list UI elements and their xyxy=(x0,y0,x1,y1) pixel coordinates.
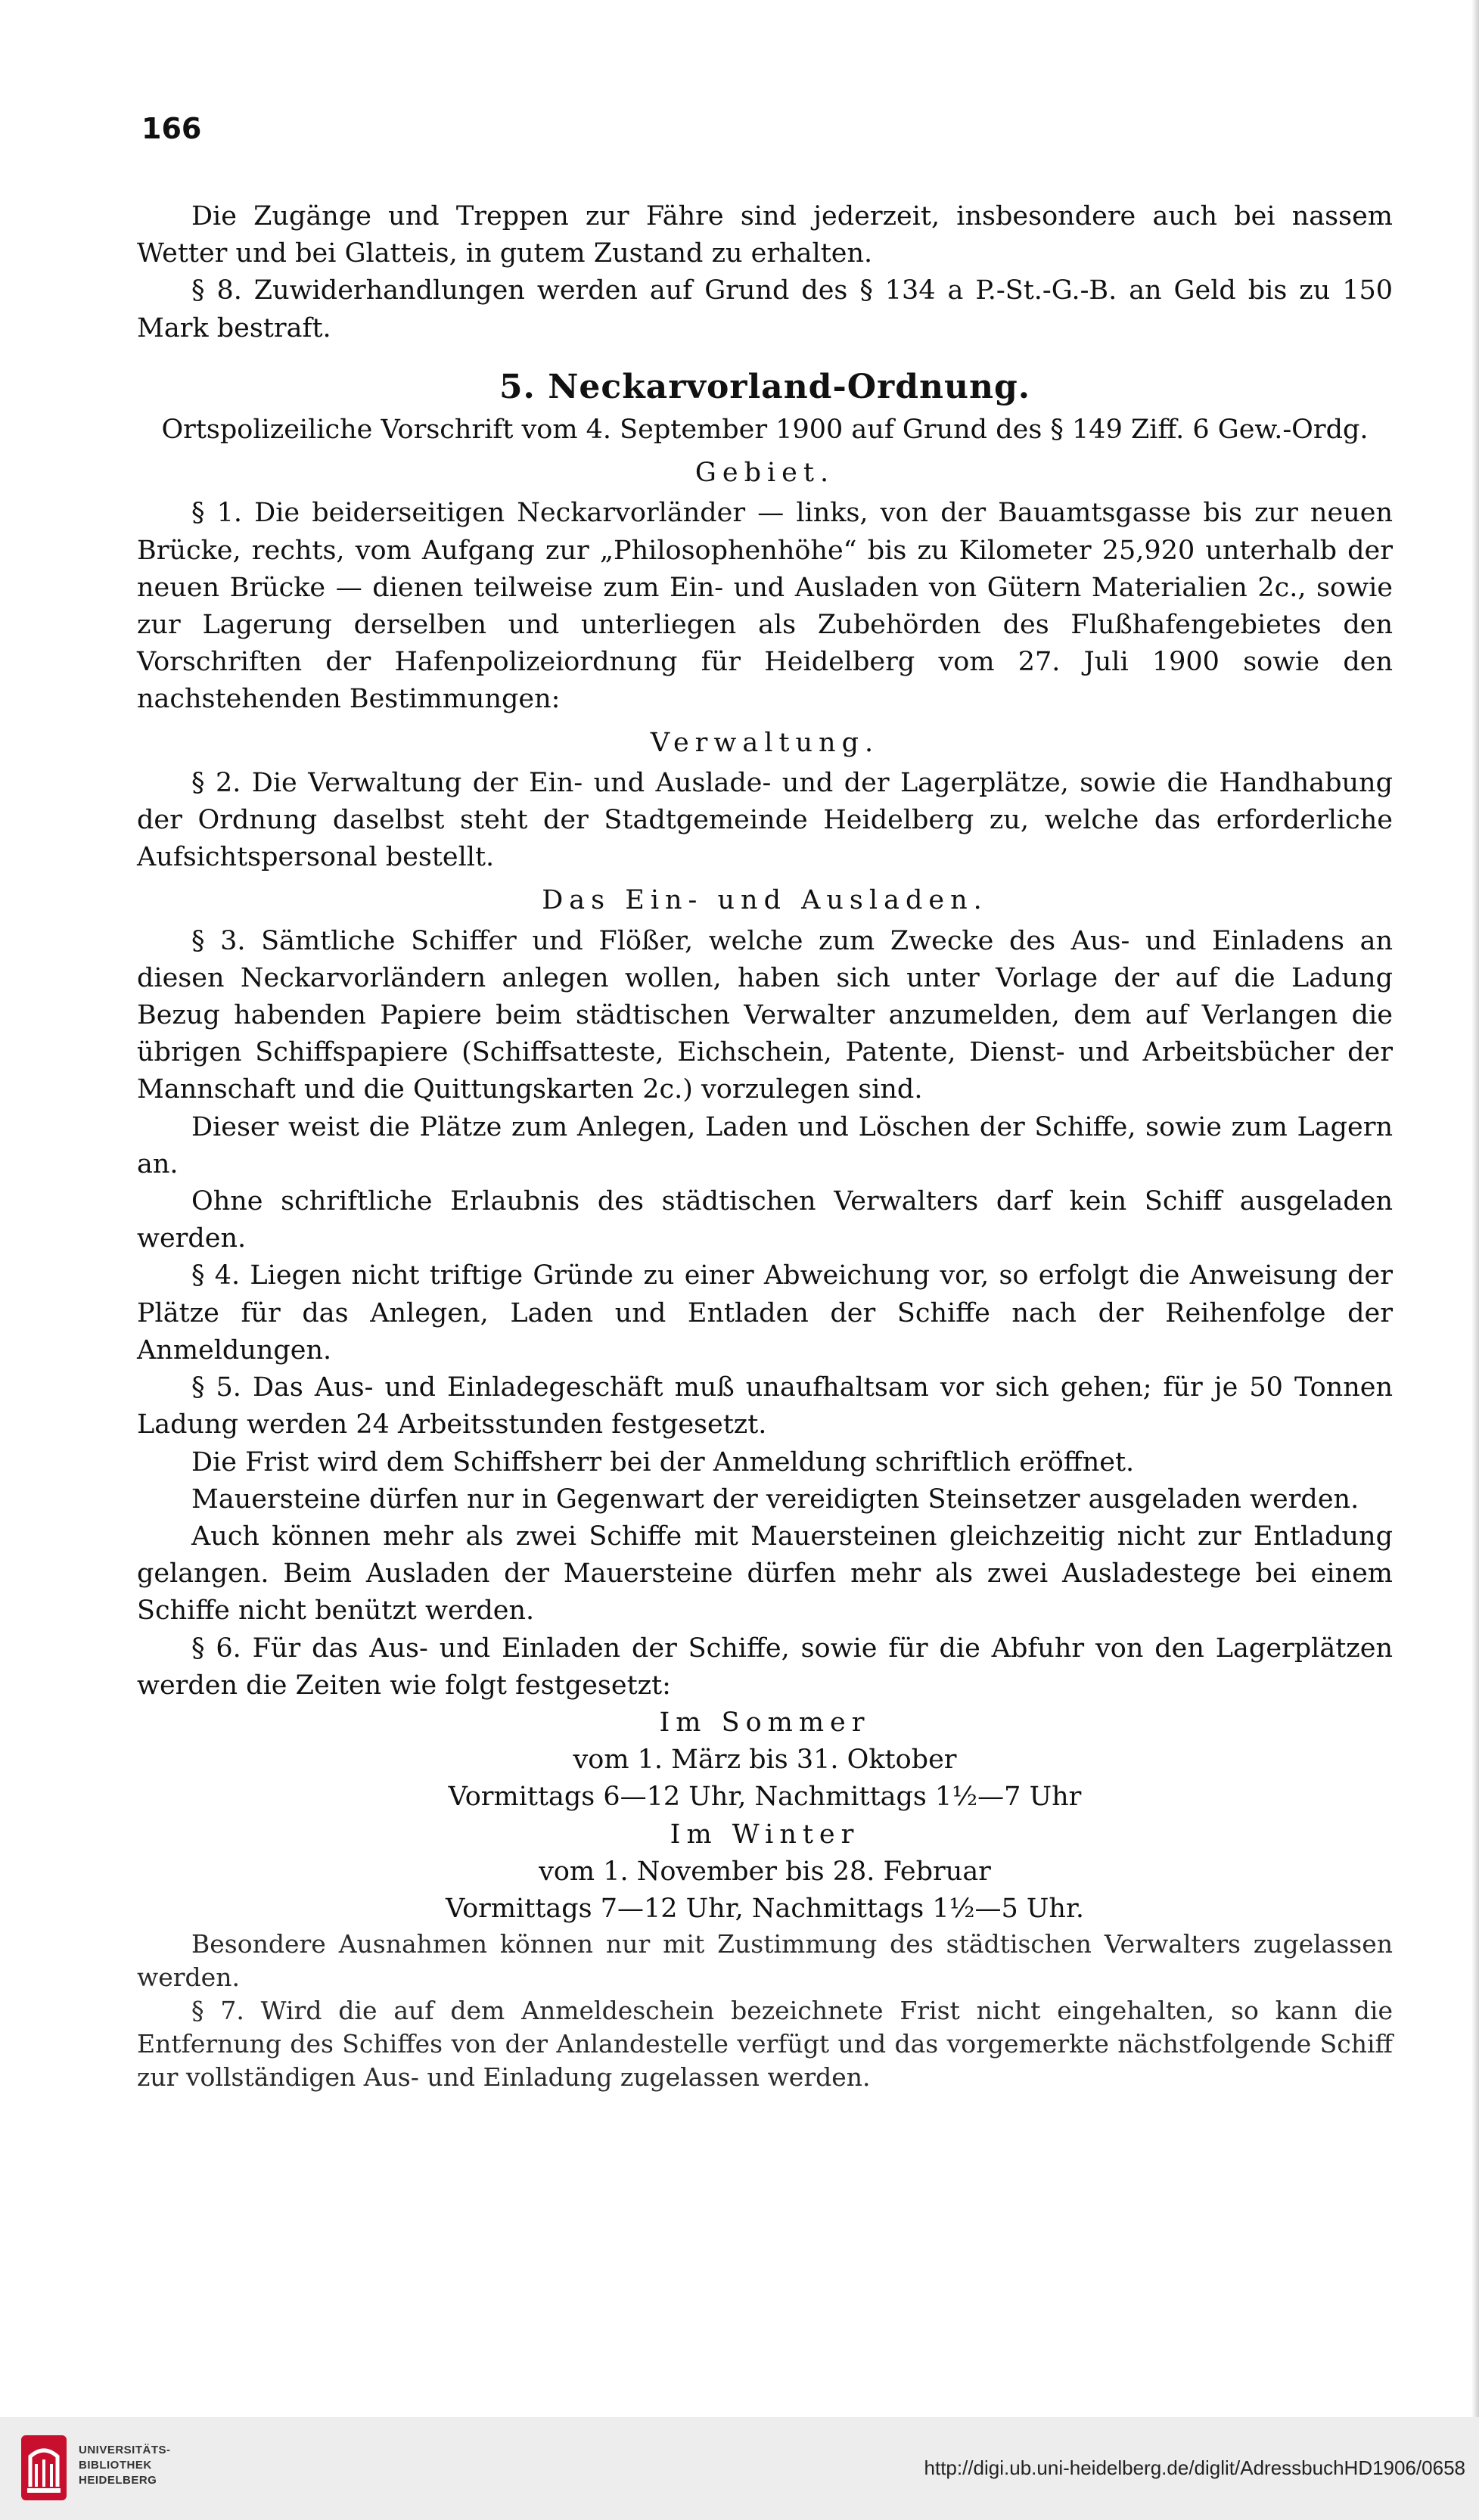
paragraph-section-6: § 6. Für das Aus- und Einladen der Schiffe, sowie für die Abfuhr von den Lagerplätzen werden die Zeiten wie folgt festgesetzt: xyxy=(137,1633,1393,1701)
paragraph-section-6-b: Besondere Ausnahmen können nur mit Zustimmung des städtischen Verwalters zugelassen werden. xyxy=(137,1929,1393,1993)
schedule-winter-hours: Vormittags 7—12 Uhr, Nachmittags 1½—5 Uhr. xyxy=(446,1893,1084,1924)
university-library-logo-icon xyxy=(20,2434,68,2502)
schedule-summer-range: vom 1. März bis 31. Oktober xyxy=(573,1745,957,1776)
paragraph-section-1: § 1. Die beiderseitigen Neckarvorländer — links, von der Bauamtsgasse bis zur neuen Brücke, rechts, vom Aufgang zur „Philosophenhöhe“ bis zu Kilometer 25,920 unterhalb der neuen Brücke — dienen teilweise zum Ein- und Ausladen von Gütern Materialien 2c., sowie zur Lagerung derselben und unterliegen als Zubehörden des Flußhafengebietes den Vorschriften der Hafenpolizeiordnung für Heidelberg vom 27. Juli 1900 sowie den nachstehenden Bestimmungen: xyxy=(137,498,1393,715)
paragraph-section-3-c: Ohne schriftliche Erlaubnis des städtischen Verwalters darf kein Schiff ausgeladen werden. xyxy=(137,1186,1393,1254)
schedule-summer-hours: Vormittags 6—12 Uhr, Nachmittags 1½—7 Uhr xyxy=(448,1782,1082,1813)
library-name xyxy=(79,2443,171,2488)
paragraph-section-5-c: Mauersteine dürfen nur in Gegenwart der vereidigten Steinsetzer ausgeladen werden. xyxy=(191,1484,1359,1515)
paragraph-section-5: § 5. Das Aus- und Einladegeschäft muß unaufhaltsam vor sich gehen; für je 50 Tonnen Ladung werden 24 Arbeitsstunden festgesetzt. xyxy=(137,1372,1393,1440)
schedule-winter-heading: Im Winter xyxy=(670,1819,860,1850)
page-number: 166 xyxy=(141,112,202,145)
paragraph-section-8: § 8. Zuwiderhandlungen werden auf Grund des § 134 a P.-St.-G.-B. an Geld bis zu 150 Mark bestraft. xyxy=(137,275,1393,343)
schedule-winter-range: vom 1. November bis 28. Februar xyxy=(539,1856,991,1887)
paragraph-section-3: § 3. Sämtliche Schiffer und Flößer, welche zum Zwecke des Aus- und Einladens an diesen Neckarvorländern anlegen wollen, haben sich unter Vorlage der auf die Ladung Bezug habenden Papiere beim städtischen Verwalter anzumelden, dem auf Verlangen die übrigen Schiffspapiere (Schiffsatteste, Eichschein, Patente, Dienst- und Arbeitsbücher der Mannschaft und die Quittungskarten 2c.) vorzulegen sind. xyxy=(137,925,1393,1105)
paragraph-section-4: § 4. Liegen nicht triftige Gründe zu einer Abweichung vor, so erfolgt die Anweisung der Plätze für das Anlegen, Laden und Entladen der Schiffe nach der Reihenfolge der Anmeldungen. xyxy=(137,1260,1393,1366)
page-edge-shadow xyxy=(1471,0,1479,2417)
heading-verwaltung: Verwaltung. xyxy=(650,727,880,758)
footer-bar xyxy=(0,2417,1479,2520)
schedule-summer xyxy=(137,1704,1393,1816)
library-name-line-1: UNIVERSITÄTS- xyxy=(79,2444,171,2456)
section-title: 5. Neckarvorland-Ordnung. xyxy=(499,367,1031,406)
heading-ein-ausladen: Das Ein- und Ausladen. xyxy=(542,885,988,916)
section-subtitle: Ortspolizeiliche Vorschrift vom 4. September 1900 auf Grund des § 149 Ziff. 6 Gew.-Ordg. xyxy=(161,415,1369,446)
page-body xyxy=(137,198,1393,2094)
paragraph-section-5-d: Auch können mehr als zwei Schiffe mit Mauersteinen gleichzeitig nicht zur Entladung gelangen. Beim Ausladen der Mauersteine dürfen mehr als zwei Ausladestege bei einem Schiffe nicht benützt werden. xyxy=(137,1521,1393,1627)
source-url-link[interactable]: http://digi.ub.uni-heidelberg.de/diglit/AdressbuchHD1906/0658 xyxy=(924,2456,1465,2479)
heading-gebiet: Gebiet. xyxy=(694,458,835,489)
library-name-line-3: HEIDELBERG xyxy=(79,2474,157,2487)
paragraph-zugaenge: Die Zugänge und Treppen zur Fähre sind jederzeit, insbesondere auch bei nassem Wetter und bei Glatteis, in gutem Zustand zu erhalten. xyxy=(137,201,1393,269)
paragraph-section-5-b: Die Frist wird dem Schiffsherr bei der Anmeldung schriftlich eröffnet. xyxy=(191,1446,1135,1478)
paragraph-section-7: § 7. Wird die auf dem Anmeldeschein bezeichnete Frist nicht eingehalten, so kann die Entfernung des Schiffes von der Anlandestelle verfügt und das vorgemerkte nächstfolgende Schiff zur vollständigen Aus- und Einladung zugelassen werden. xyxy=(137,1996,1393,2093)
paragraph-section-3-b: Dieser weist die Plätze zum Anlegen, Laden und Löschen der Schiffe, sowie zum Lagern an. xyxy=(137,1111,1393,1179)
schedule-winter xyxy=(137,1816,1393,1928)
schedule-summer-heading: Im Sommer xyxy=(659,1707,871,1738)
paragraph-section-2: § 2. Die Verwaltung der Ein- und Auslade- und der Lagerplätze, sowie die Handhabung der Ordnung daselbst steht der Stadtgemeinde Heidelberg zu, welche das erforderliche Aufsichtspersonal bestellt. xyxy=(137,767,1393,873)
library-name-line-2: BIBLIOTHEK xyxy=(79,2459,152,2472)
